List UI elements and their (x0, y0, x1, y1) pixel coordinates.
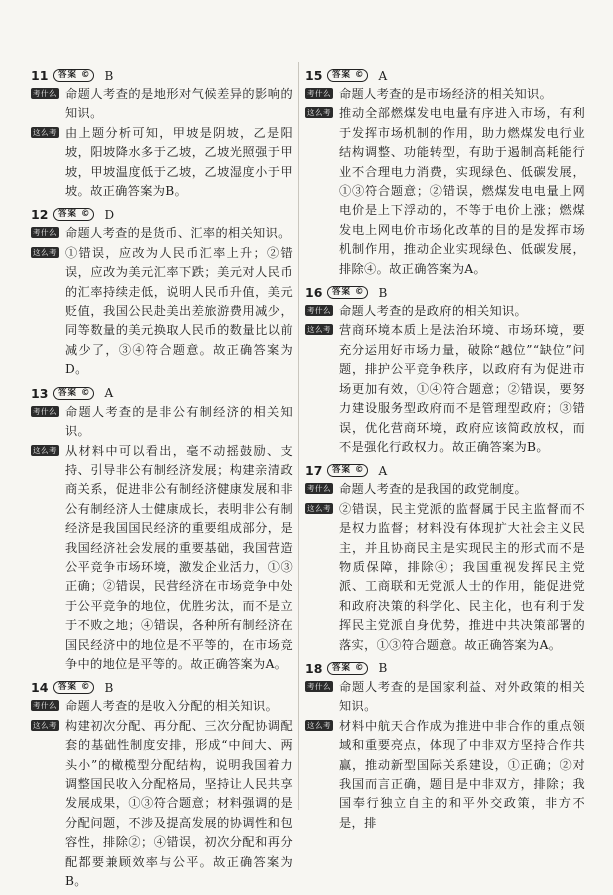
question-block (31, 678, 293, 891)
answer-badge-mark: © (354, 465, 365, 476)
question-number: 14 (31, 680, 49, 696)
answer-badge-mark: © (80, 209, 91, 220)
column-divider (298, 62, 299, 810)
solution-row (305, 321, 585, 457)
answer-badge-mark: © (354, 70, 365, 80)
solution-text: 由上题分析可知，甲坡是阴坡，乙是阳坡，阳坡降水多于乙坡，乙坡光照强于甲坡，甲坡温度低于乙坡，乙坡湿度小于甲坡。故正确答案为B。 (65, 125, 293, 199)
solution-text: ①错误，应改为人民币汇率上升；②错误，应改为美元汇率下跌；美元对人民币的汇率持续走低，说明人民币升值，美元贬值，我国公民赴美出差旅游费用减少，同等数量的美元换取人民币的数量比以前减少了，③④符合题意。故正确答案为D。 (65, 245, 293, 377)
solution-row (31, 442, 293, 675)
answer-badge-mark: © (80, 682, 91, 693)
test-point-tag: 考什么 (307, 306, 331, 316)
solution-text: 推动全部燃煤发电电量有序进入市场，有利于发挥市场机制的作用，助力燃煤发电行业结构调整、功能转型，有助于遏制高耗能行业不合理电力消费，实现绿色、低碳发展，①③符合题意；②错误，燃煤发电电量上网电价是上下浮动的，不等于电价上涨；燃煤发电上网电价市场化改革的目的是发挥市场机制作用，推动企业实现绿色、低碳发展，排除④。故正确答案为A。 (339, 106, 585, 276)
question-block (31, 384, 293, 675)
test-point-text: 命题人考查的是非公有制经济的相关知识。 (65, 404, 293, 439)
question-header (305, 461, 585, 480)
question-header (31, 384, 293, 403)
test-point-tag: 考什么 (33, 406, 57, 416)
solution-tag: 这么考 (307, 720, 331, 730)
test-point-row (31, 224, 293, 243)
solution-tag: 这么考 (307, 108, 331, 118)
question-number: 16 (305, 285, 323, 301)
answer-letter: B (378, 285, 388, 300)
solution-row (31, 244, 293, 380)
test-point-row (31, 697, 293, 716)
test-point-text: 命题人考查的是地形对气候差异的影响的知识。 (65, 87, 293, 121)
answer-badge (327, 69, 368, 82)
test-point-row (305, 302, 585, 321)
test-point-row (31, 85, 293, 124)
question-number: 11 (31, 68, 49, 83)
answer-letter: B (378, 661, 388, 676)
question-number: 12 (31, 207, 49, 223)
question-number: 18 (305, 660, 323, 676)
solution-tag: 这么考 (33, 127, 57, 137)
test-point-row (305, 480, 585, 499)
answer-letter: A (378, 68, 388, 83)
answer-badge-label: 答案 (332, 662, 352, 673)
test-point-tag: 考什么 (307, 484, 331, 494)
solution-row (31, 124, 293, 202)
left-column (31, 66, 293, 895)
solution-text: 材料中航天合作成为推进中非合作的重点领域和重要亮点，体现了中非双方坚持合作共赢，推动新型国际关系建设，①正确；②对我国而言正确，题目是中非双方，排除；我国奉行独立自主的和平外交政策，非方不是，排 (339, 718, 585, 830)
test-point-text: 命题人考查的是政府的相关知识。 (339, 304, 528, 319)
solution-tag: 这么考 (33, 445, 57, 455)
test-point-tag: 考什么 (307, 681, 331, 691)
answer-letter: A (378, 463, 388, 478)
question-number: 15 (305, 68, 323, 83)
test-point-row (31, 403, 293, 442)
test-point-text: 命题人考查的是收入分配的相关知识。 (65, 699, 279, 714)
question-header (305, 283, 585, 302)
answer-badge (53, 69, 94, 82)
solution-text: ②错误，民主党派的监督属于民主监督而不是权力监督；材料没有体现扩大社会主义民主，并且协商民主是实现民主的形式而不是物质保障，排除④；我国重视发挥民主党派、工商联和无党派人士的作用，能促进党和政府决策的科学化、民主化，也有利于发挥民主党派自身优势，推进中共决策部署的落实，①③符合题意。故正确答案为A。 (339, 501, 585, 652)
right-column (305, 66, 585, 837)
answer-badge-label: 答案 (58, 682, 78, 693)
answer-badge (327, 662, 368, 675)
test-point-text: 命题人考查的是市场经济的相关知识。 (339, 87, 553, 101)
test-point-tag: 考什么 (33, 89, 57, 98)
test-point-text: 命题人考查的是我国的政党制度。 (339, 482, 528, 497)
solution-row (305, 500, 585, 655)
question-block (305, 66, 585, 279)
answer-badge-label: 答案 (58, 209, 78, 220)
answer-letter: B (104, 68, 114, 83)
question-header (305, 659, 585, 678)
answer-badge (327, 464, 368, 477)
answer-badge-mark: © (354, 662, 365, 673)
test-point-text: 命题人考查的是货币、汇率的相关知识。 (65, 226, 291, 241)
solution-tag: 这么考 (307, 503, 331, 513)
solution-tag: 这么考 (307, 325, 331, 335)
solution-text: 营商环境本质上是法治环境、市场环境，要充分运用好市场力量，破除“越位”“缺位”问题，排护公平竞争秩序，以政府有为促进市场更加有效，①④符合题意；②错误，要努力建设服务型政府而不是管理型政府；③错误，优化营商环境，政府应该简政放权，而不是强化行政权力。故正确答案为B。 (339, 323, 585, 454)
test-point-tag: 考什么 (307, 89, 331, 98)
solution-text: 构建初次分配、再分配、三次分配协调配套的基础性制度安排，形成“中间大、两头小”的橄榄型分配结构，说明我国着力调整国民收入分配格局，坚持让人民共享发展成果，①③符合题意；材料强调的是分配问题，不涉及提高发展的协调性和包容性，排除②；④错误，初次分配和再分配都要兼顾效率与公平。故正确答案为B。 (65, 718, 293, 889)
question-header (31, 66, 293, 85)
answer-badge-label: 答案 (58, 70, 78, 80)
solution-row (305, 104, 585, 279)
answer-badge-mark: © (354, 287, 365, 298)
test-point-text: 命题人考查的是国家利益、对外政策的相关知识。 (339, 679, 585, 714)
question-block (31, 205, 293, 379)
question-header (31, 205, 293, 224)
answer-badge (327, 286, 368, 299)
answer-badge-mark: © (80, 387, 91, 398)
question-number: 13 (31, 385, 49, 401)
answer-letter: A (104, 386, 114, 401)
question-header (31, 678, 293, 697)
test-point-tag: 考什么 (33, 701, 57, 711)
answer-badge-label: 答案 (332, 70, 352, 80)
answer-badge-label: 答案 (332, 287, 352, 298)
question-header (305, 66, 585, 85)
question-block (31, 66, 293, 201)
answer-badge (53, 208, 94, 221)
test-point-tag: 考什么 (33, 228, 57, 238)
answer-badge-mark: © (80, 70, 91, 80)
answer-letter: B (104, 680, 114, 695)
solution-row (305, 717, 585, 833)
answer-letter: D (104, 207, 115, 222)
solution-text: 从材料中可以看出，毫不动摇鼓励、支持、引导非公有制经济发展；构建亲清政商关系，促进非公有制经济健康发展和非公有制经济人士健康成长，表明非公有制经济是我国国民经济的重要组成部分，是我国经济社会发展的重要基础，我国营造公平竞争市场环境，激发企业活力，①③正确；②错误，民营经济在市场竞争中处于公平竞争的地位，优胜劣汰，而不是立于不败之地；④错误，各种所有制经济在国民经济中的地位是不平等的，在市场竞争中的地位是平等的。故正确答案为A。 (65, 443, 293, 671)
solution-row (31, 717, 293, 892)
test-point-row (305, 678, 585, 717)
test-point-row (305, 85, 585, 104)
question-block (305, 461, 585, 655)
answer-badge (53, 681, 94, 694)
question-number: 17 (305, 463, 323, 479)
solution-tag: 这么考 (33, 247, 57, 257)
answer-badge-label: 答案 (58, 387, 78, 398)
question-block (305, 283, 585, 457)
answer-badge-label: 答案 (332, 465, 352, 476)
answer-badge (53, 387, 94, 400)
solution-tag: 这么考 (33, 720, 57, 730)
question-block (305, 659, 585, 833)
